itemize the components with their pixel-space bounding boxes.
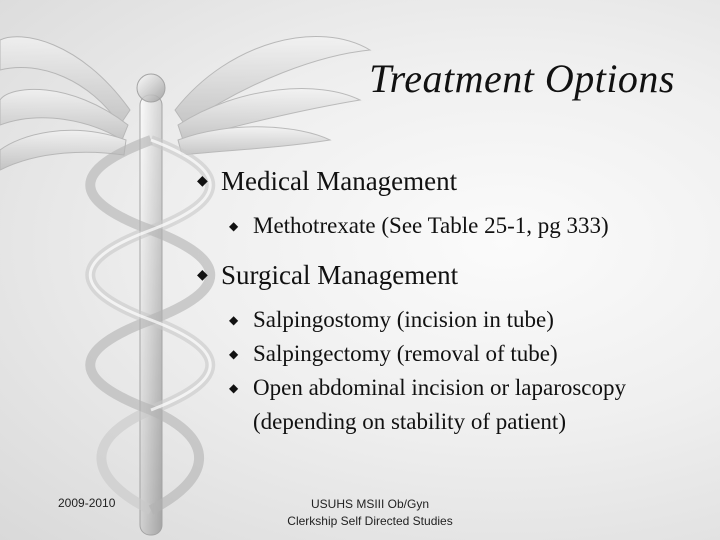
diamond-bullet-icon: ◆: [197, 174, 208, 189]
diamond-bullet-icon: ◆: [229, 381, 239, 395]
bullet-list: [195, 165, 695, 455]
diamond-bullet-icon: ◆: [229, 313, 239, 327]
sub-bullet-item: [227, 337, 695, 371]
bullet-group-surgical: [195, 259, 695, 439]
footer-course-line2: Clerkship Self Directed Studies: [287, 514, 453, 528]
bullet-group-medical: [195, 165, 695, 243]
sub-bullet-label: Salpingostomy (incision in tube): [253, 307, 554, 332]
footer-year: 2009-2010: [58, 496, 116, 510]
bullet-item: [195, 165, 695, 197]
footer-course-line1: USUHS MSIII Ob/Gyn: [310, 497, 430, 511]
sub-bullet-item: [227, 371, 683, 439]
diamond-bullet-icon: ◆: [197, 268, 208, 283]
sub-bullet-item: [227, 209, 695, 243]
sub-bullet-label: Salpingectomy (removal of tube): [253, 341, 558, 366]
sub-bullet-label: Methotrexate (See Table 25-1, pg 333): [253, 213, 609, 238]
bullet-label: Surgical Management: [221, 260, 459, 290]
slide-title: Treatment Options: [369, 56, 675, 101]
bullet-item: [195, 259, 695, 291]
footer-course: [260, 496, 480, 530]
sub-bullet-item: [227, 303, 695, 337]
sub-bullet-label: Open abdominal incision or laparoscopy (depending on stability of patient): [253, 375, 627, 434]
diamond-bullet-icon: ◆: [229, 347, 239, 361]
bullet-label: Medical Management: [221, 166, 458, 196]
diamond-bullet-icon: ◆: [229, 219, 239, 233]
